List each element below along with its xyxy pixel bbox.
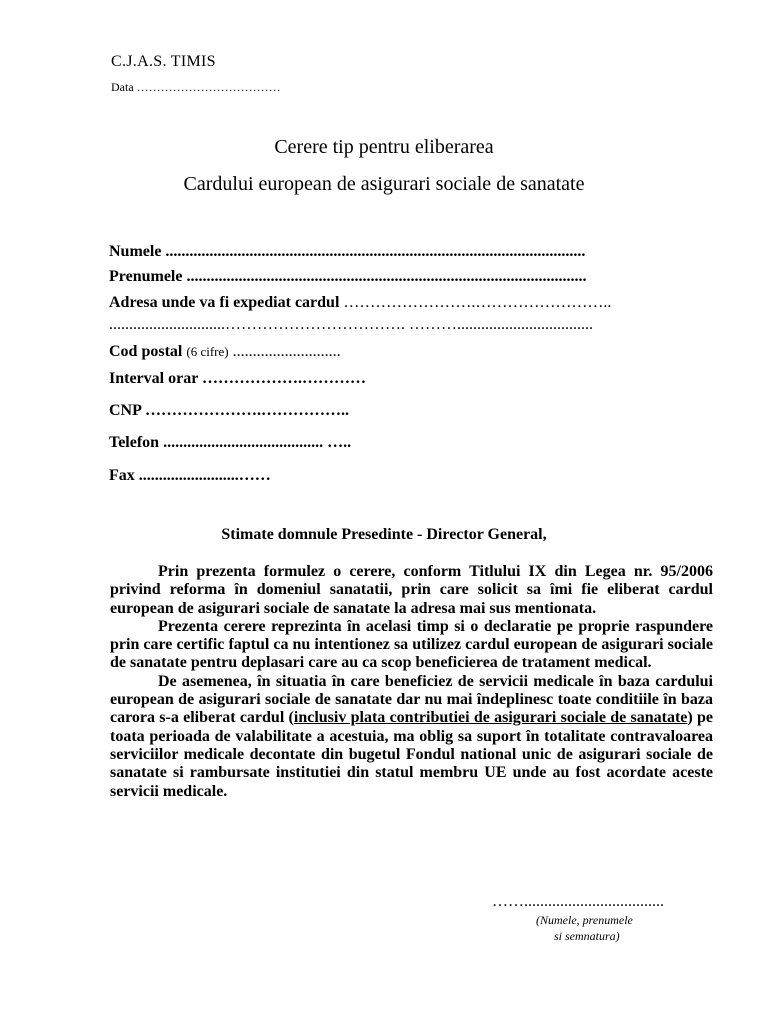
document-title-line2: Cardului european de asigurari sociale de sanatate: [183, 173, 585, 195]
field-fax: [109, 467, 271, 485]
signature-line: ……...................................: [492, 893, 664, 910]
field-cod-postal-dots: ...........................: [228, 343, 341, 360]
field-cnp-text: CNP ………………….……………..: [109, 402, 349, 419]
paragraph-2: Prezenta cerere reprezinta în acelasi timp si o declaratie pe proprie raspundere prin care certific faptul ca nu intentionez sa utilizez cardul european de asigurari sociale de sanatate pentru deplasari care au ca scop beneficierea de tratament medical.: [110, 617, 713, 672]
field-prenumele: [109, 268, 586, 286]
field-prenumele-text: Prenumele ....................................................................................................: [109, 268, 587, 285]
paragraph-3-underlined: inclusiv plata contributiei de asigurari sociale de sanatate: [293, 709, 688, 727]
signature-label-line2: si semnatura): [554, 929, 620, 943]
field-cod-postal-hint: (6 cifre): [186, 344, 229, 359]
letter-body: [110, 563, 713, 801]
field-adresa-label: Adresa unde va fi expediat cardul: [109, 294, 344, 311]
field-telefon-text: Telefon ........................................ …..: [109, 434, 352, 451]
paragraph-1: Prin prezenta formulez o cerere, conform Titlului IX din Legea nr. 95/2006 privind reforma în domeniul sanatatii, prin care solicit sa îmi fie eliberat cardul european de asigurari sociale de sanatate la adresa mai sus mentionata.: [110, 563, 713, 617]
field-interval-orar-text: Interval orar ……………….…………: [109, 370, 367, 387]
field-numele: [109, 243, 585, 261]
field-telefon: [109, 434, 351, 452]
field-adresa: [109, 294, 611, 312]
field-cod-postal: [109, 343, 341, 361]
field-adresa-continuation: .............................……………………………. ………..................................: [109, 316, 593, 333]
document-title-line1: Cerere tip pentru eliberarea: [274, 136, 494, 158]
field-interval-orar: [109, 370, 366, 388]
organization-name: C.J.A.S. TIMIS: [111, 53, 216, 70]
paragraph-3: [110, 673, 713, 801]
signature-label-line1: (Numele, prenumele: [536, 913, 633, 927]
salutation: Stimate domnule Presedinte - Director General,: [221, 526, 547, 543]
paragraph-3-part-b: ) pe toata perioada de valabilitate a acestuia, ma oblig sa suport în totalitate contravaloarea serviciilor medicale decontate din bugetul Fondul national unic de asigurari sociale de sanatate si rambursate institutiei din statul membru UE unde au fost acordate aceste servicii medicale.: [110, 709, 714, 800]
field-numele-text: Numele .........................................................................................................: [109, 243, 586, 260]
paragraph-3-part-a: De asemenea, în situatia în care beneficiez de servicii medicale în baza cardului european de asigurari sociale de sanatate dar nu mai îndeplinesc toate conditiile în baza carora s-a eliberat cardul (: [110, 672, 713, 727]
field-fax-text: Fax .........................……: [109, 467, 271, 484]
field-adresa-dots: …………………….……………………..: [343, 294, 612, 311]
field-cod-postal-label: Cod postal: [109, 343, 187, 360]
field-cnp: [109, 402, 349, 420]
date-line: Data ………………………………: [111, 80, 281, 94]
